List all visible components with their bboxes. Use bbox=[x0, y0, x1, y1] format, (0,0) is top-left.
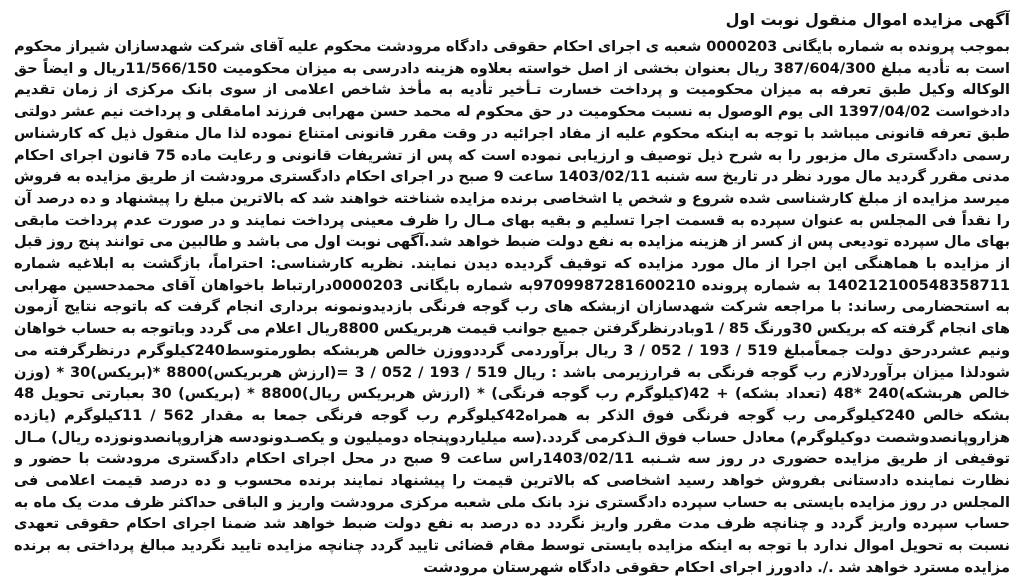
auction-notice bbox=[14, 8, 1010, 578]
notice-body: بموجب پرونده به شماره بایگانی 0000203 شعبه ی اجرای احکام حقوقی دادگاه مرودشت محکوم علیه آقای شرکت شهدسازان شیراز محکوم است به تأدیه مبلغ 387/604/300 ریال بعنوان بخشی از اصل خواسته بعلاوه هزینه دادرسی به میزان محکومیت 11/566/150ریال و ایضاً حق الوکاله وکیل طبق تعرفه به میزان محکومیت و پرداخت خسارت تـأخیر تأدیه به مأخذ شاخص اعلامی از سوی بانک مرکزی از زمان تقدیم دادخواست 1397/04/02 الی یوم الوصول به نسبت محکومیت در حق محکوم له محمد حسن مهرابی فرزند امامقلی و پرداخت نیم عشر دولتی طبق تعرفه قانونی میباشد با توجه به اینکه محکوم علیه از مفاد اجرائیه در وقت مقرر قانونی امتناع نموده لذا مال منقول ذیل که کارشناس رسمی دادگستری مال مزبور را به شرح ذیل توصیف و ارزیابی نموده است که پس از تشریفات قانونی و رعایت ماده 75 قانون اجرای احکام مدنی مقرر گردید مال مورد نظر در تاریخ سه شنبه 1403/02/11 ساعت 9 صبح در اجرای احکام دادگستری مرودشت از طریق مزایده به فروش میرسد مزایده از مبلغ کارشناسی شده شروع و شخص یا اشخاصی برنده مزایده شناخته خواهند شد که بالاترین مبلغ را پیشنهاد و ده درصد آن را نقداً فی المجلس به عنوان سپرده به قسمت اجرا تسلیم و بقیه بهای مـال را ظرف معینی پرداخت نمایند و در صورت عدم پرداخت مابقی بهای مال سپرده تودیعی پس از کسر از هزینه مزایده به نفع دولت ضبط خواهد شد.آگهی نوبت اول می باشد و طالبین می توانند پنج روز قبل از مزایده با هماهنگی این اجرا از مال مورد مزایده که توقیف گردیده دیدن نمایند. نظریه کارشناسی: احتراماً، بازگشت به ابلاغیه شماره 140212100548358711 به شماره پرونده 9709987281600210به شماره بایگانی 0000203درارتباط باخواهان آقای محمدحسین مهرابی به استحضارمی رساند: با مراجعه شرکت شهدسازان ازبشکه های رب گوجه فرنگی بازدیدونمونه برداری انجام گرفت که باتوجه نتایج آزمون های انجام گرفته که بریکس 30ورنگ 85 / 1وبادرنظرگرفتن جمیع جوانب قیمت هربریکس 8800ریال اعلام می گردد وباتوجه به حساب خواهان ونیم عشردرحق دولت جمعاًمبلغ 519 / 193 / 052 / 3 ریال برآوردمی گرددووزن خالص هربشکه بطورمتوسط240کیلوگرم درنظرگرفته می شودلذا میزان برآوردلازم رب گوجه فرنگی به قرارزیرمی باشد : ریال 519 / 193 / 052 / 3 =(ارزش هربریکس)8800 *(بریکس)30 * (وزن خالص هربشکه)240 *48 (تعداد بشکه) + 42(کیلوگرم رب گوجه فرنگی) * (ارزش هربریکس ریال)8800 * (بریکس) 30 بعبارتی تحویل 48 بشکه خالص 240کیلوگرمی رب گوجه فرنگی فوق الذکر به همراه42کیلوگرم رب گوجه فرنگی جمعا به مقدار 562 / 11کیلوگرم (یازده هزاروپانصدوشصت دوکیلوگرم) معادل حساب فوق الـذکرمی گردد.(سه میلیاردوپنجاه دومیلیون و یکصـدونودسه هزاروپانصدونوزده ریال) مـال توقیفی از طریق مزایده حضوری در روز سه شـنبه 1403/02/11راس ساعت 9 صبح در محل اجرای احکام دادگستری مرودشت با حضور و نظارت نماینده دادستانی بفروش خواهد رسید اشخاصی که بالاترین قیمت را پیشنهاد نمایند برنده محسوب و ده درصد قیمت اعلامی فی المجلس در روز مزایده بایستی به حساب سپرده دادگستری نزد بانک ملی شعبه مرکزی مرودشت واریز و الباقی حداکثر ظرف مدت یک ماه به حساب سپرده واریز گردد و چنانچه ظرف مدت مقرر واریز نگردد ده درصد به نفع دولت ضبط خواهد شد ضمنا اجرای احکام حقوقی تعهدی نسبت به تحویل اموال ندارد با توجه به اینکه مزایده بایستی توسط مقام قضائی تایید گردد چنانچه مزایده تایید نگردید مبالغ پرداختی به برنده مزایده مسترد خواهد شد ./. دادورز اجرای احکام حقوقی دادگاه شهرستان مرودشت bbox=[14, 38, 1010, 576]
notice-title: آگهی مزایده اموال منقول نوبت اول bbox=[725, 10, 1010, 29]
